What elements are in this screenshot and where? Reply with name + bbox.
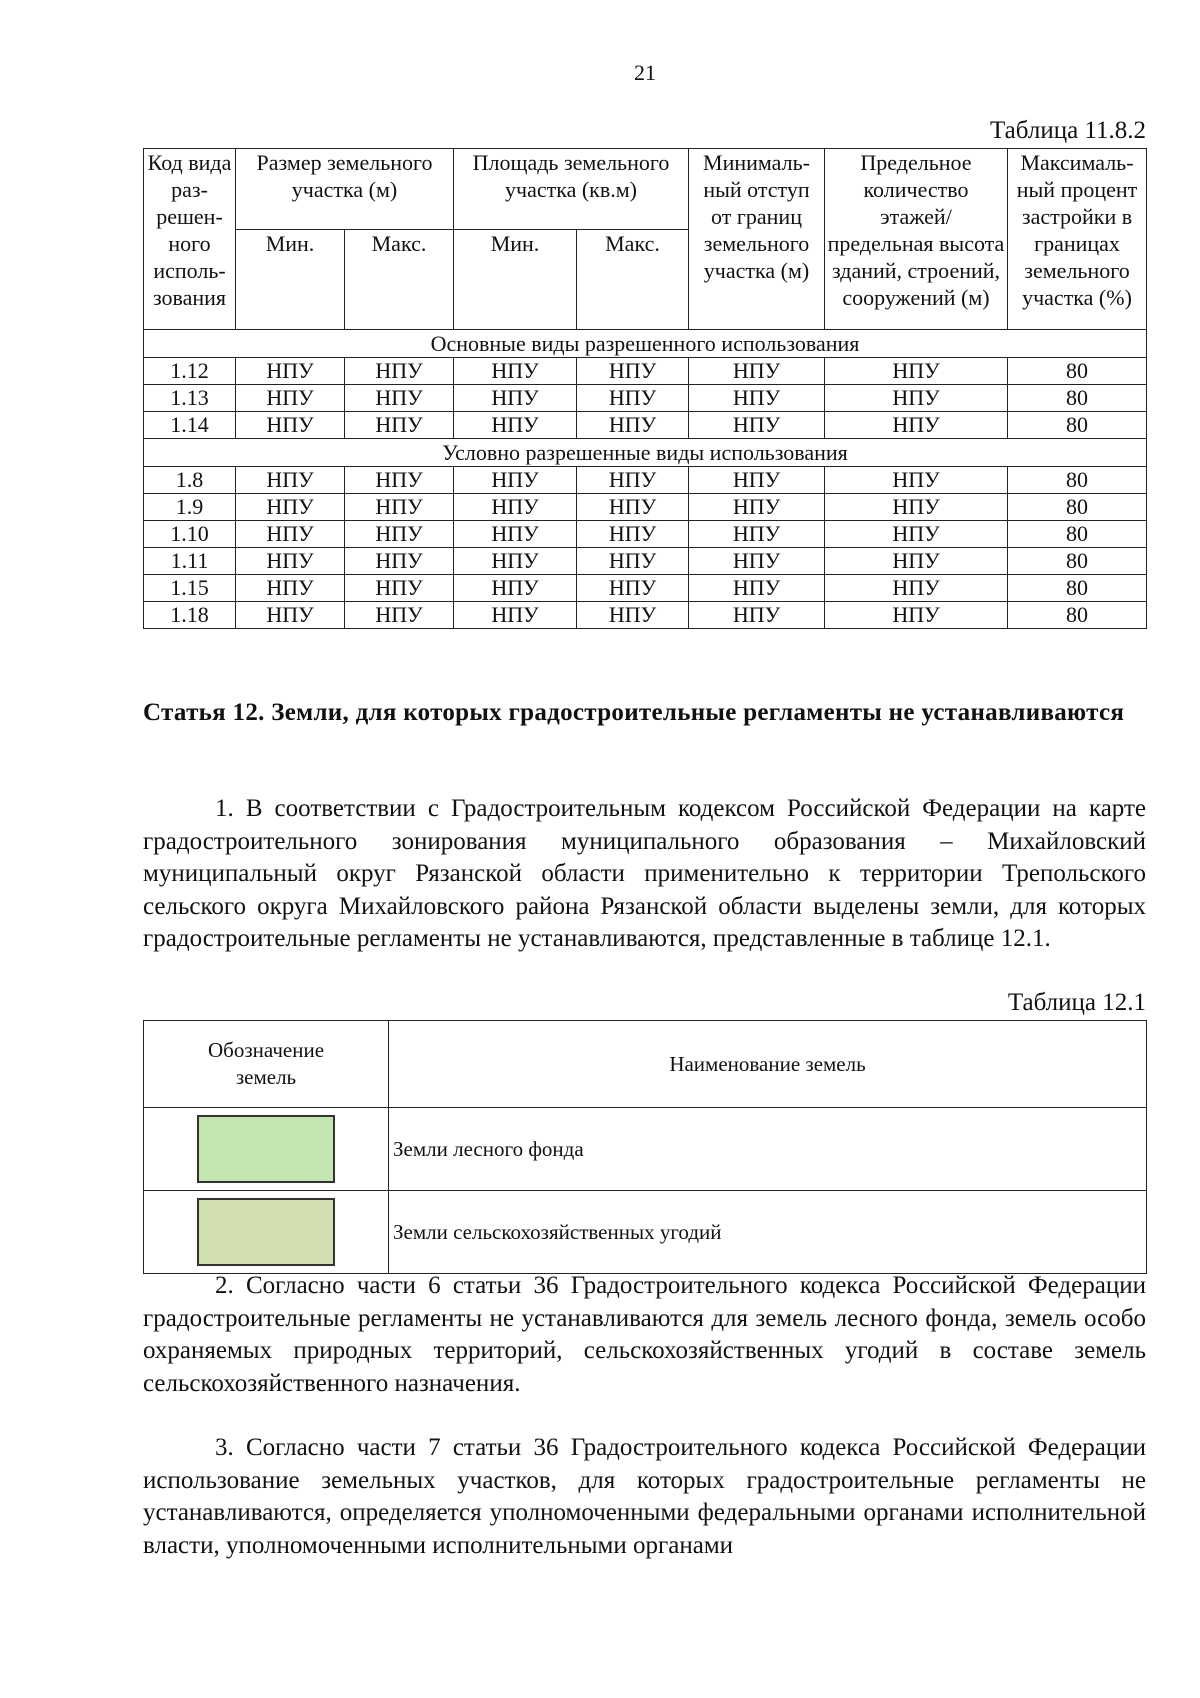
row-value-cell: НПУ bbox=[577, 575, 689, 602]
paragraph-1: 1. В соответствии с Градостроительным кодексом Российской Федерации на карте градостроительного зонирования муниципального образования – Михайловский муниципальный округ Рязанской области применительно к территории Трепольского сельского округа Михайловского района Рязанской области выделены земли, для которых градостроительные регламенты не устанавливаются, представленные в таблице 12.1. bbox=[143, 795, 1146, 952]
row-value-cell: НПУ bbox=[825, 602, 1008, 629]
row-value-cell: НПУ bbox=[577, 358, 689, 385]
row-value-cell: 80 bbox=[1008, 575, 1147, 602]
header-setback: Минималь-ный отступ от границ земельного участка (м) bbox=[689, 149, 825, 330]
row-value-cell: 80 bbox=[1008, 385, 1147, 412]
table-row bbox=[144, 575, 1147, 602]
table-row bbox=[144, 385, 1147, 412]
row-value-cell: НПУ bbox=[236, 494, 345, 521]
section-row bbox=[144, 330, 1147, 358]
row-value-cell: НПУ bbox=[825, 358, 1008, 385]
row-value-cell: НПУ bbox=[689, 602, 825, 629]
header-land-symbol: Обозначение земель bbox=[144, 1021, 389, 1108]
row-value-cell: НПУ bbox=[825, 467, 1008, 494]
row-value-cell: НПУ bbox=[345, 467, 454, 494]
row-value-cell: НПУ bbox=[577, 494, 689, 521]
row-value-cell: НПУ bbox=[825, 575, 1008, 602]
row-code-cell: 1.18 bbox=[144, 602, 236, 629]
row-value-cell: НПУ bbox=[825, 521, 1008, 548]
row-value-cell: НПУ bbox=[689, 575, 825, 602]
agricultural-land-swatch bbox=[197, 1198, 335, 1266]
row-value-cell: НПУ bbox=[345, 521, 454, 548]
header-plot-area: Площадь земельного участка (кв.м) bbox=[454, 149, 689, 230]
page-number: 21 bbox=[634, 60, 656, 85]
row-value-cell: НПУ bbox=[236, 575, 345, 602]
row-value-cell: НПУ bbox=[345, 494, 454, 521]
table-11-8-2-caption: Таблица 11.8.2 bbox=[990, 117, 1146, 144]
header-floors: Предельное количество этажей/ предельная высота зданий, строений, сооружений (м) bbox=[825, 149, 1008, 330]
row-code-cell: 1.12 bbox=[144, 358, 236, 385]
row-value-cell: НПУ bbox=[577, 412, 689, 439]
article-12-heading: Статья 12. Земли, для которых градостроительные регламенты не устанавливаются bbox=[143, 699, 1125, 726]
header-coverage: Максималь-ный процент застройки в границах земельного участка (%) bbox=[1008, 149, 1147, 330]
table-row bbox=[144, 358, 1147, 385]
table-12-1 bbox=[143, 1020, 1147, 1274]
row-value-cell: НПУ bbox=[454, 385, 577, 412]
paragraph-3: 3. Согласно части 7 статьи 36 Градостроительного кодекса Российской Федерации использование земельных участков, для которых градостроительные регламенты не устанавливаются, определяется уполномоченными федеральными органами исполнительной власти, уполномоченными исполнительными органами bbox=[143, 1434, 1146, 1559]
row-value-cell: 80 bbox=[1008, 602, 1147, 629]
row-value-cell: НПУ bbox=[577, 385, 689, 412]
row-value-cell: НПУ bbox=[454, 521, 577, 548]
row-value-cell: НПУ bbox=[689, 385, 825, 412]
row-value-cell: НПУ bbox=[689, 412, 825, 439]
row-value-cell: НПУ bbox=[689, 548, 825, 575]
row-value-cell: НПУ bbox=[345, 575, 454, 602]
section-row bbox=[144, 439, 1147, 467]
table-row bbox=[144, 548, 1147, 575]
row-value-cell: НПУ bbox=[454, 575, 577, 602]
row-value-cell: НПУ bbox=[454, 548, 577, 575]
table-row bbox=[144, 602, 1147, 629]
table-11-8-2 bbox=[143, 148, 1147, 629]
row-value-cell: 80 bbox=[1008, 494, 1147, 521]
row-value-cell: НПУ bbox=[577, 548, 689, 575]
table-row bbox=[144, 521, 1147, 548]
row-value-cell: НПУ bbox=[689, 521, 825, 548]
row-value-cell: НПУ bbox=[236, 385, 345, 412]
header-area-min: Мин. bbox=[454, 230, 577, 330]
land-row-forest bbox=[144, 1108, 1147, 1191]
row-value-cell: НПУ bbox=[236, 412, 345, 439]
row-value-cell: 80 bbox=[1008, 358, 1147, 385]
row-value-cell: НПУ bbox=[345, 548, 454, 575]
row-value-cell: НПУ bbox=[236, 358, 345, 385]
row-value-cell: НПУ bbox=[236, 521, 345, 548]
row-value-cell: НПУ bbox=[454, 358, 577, 385]
row-value-cell: НПУ bbox=[577, 521, 689, 548]
section-title: Основные виды разрешенного использования bbox=[144, 330, 1147, 358]
header-plot-size: Размер земельного участка (м) bbox=[236, 149, 454, 230]
row-code-cell: 1.15 bbox=[144, 575, 236, 602]
table-11-8-2-body bbox=[144, 330, 1147, 629]
header-size-max: Макс. bbox=[345, 230, 454, 330]
land-symbol-cell bbox=[144, 1108, 389, 1191]
row-value-cell: НПУ bbox=[345, 385, 454, 412]
row-value-cell: НПУ bbox=[236, 467, 345, 494]
row-value-cell: 80 bbox=[1008, 467, 1147, 494]
header-size-min: Мин. bbox=[236, 230, 345, 330]
land-name-agricultural: Земли сельскохозяйственных угодий bbox=[389, 1191, 1147, 1274]
row-value-cell: 80 bbox=[1008, 412, 1147, 439]
paragraph-2: 2. Согласно части 6 статьи 36 Градостроительного кодекса Российской Федерации градостроительные регламенты не устанавливаются для земель лесного фонда, земель особо охраняемых природных территорий, сельскохозяйственных угодий в составе земель сельскохозяйственного назначения. bbox=[143, 1272, 1146, 1397]
row-code-cell: 1.8 bbox=[144, 467, 236, 494]
row-value-cell: НПУ bbox=[825, 412, 1008, 439]
row-code-cell: 1.13 bbox=[144, 385, 236, 412]
row-value-cell: НПУ bbox=[577, 602, 689, 629]
table-12-1-caption: Таблица 12.1 bbox=[1007, 989, 1146, 1016]
table-row bbox=[144, 412, 1147, 439]
row-value-cell: НПУ bbox=[689, 358, 825, 385]
table-row bbox=[144, 467, 1147, 494]
row-value-cell: НПУ bbox=[825, 548, 1008, 575]
row-value-cell: НПУ bbox=[825, 385, 1008, 412]
forest-land-swatch bbox=[197, 1115, 335, 1183]
row-code-cell: 1.14 bbox=[144, 412, 236, 439]
row-value-cell: НПУ bbox=[345, 602, 454, 629]
row-value-cell: НПУ bbox=[454, 602, 577, 629]
row-value-cell: НПУ bbox=[689, 467, 825, 494]
table-row bbox=[144, 494, 1147, 521]
land-row-agricultural bbox=[144, 1191, 1147, 1274]
row-value-cell: НПУ bbox=[454, 494, 577, 521]
row-value-cell: НПУ bbox=[825, 494, 1008, 521]
row-code-cell: 1.10 bbox=[144, 521, 236, 548]
header-code: Код вида раз-решен-ного исполь-зования bbox=[144, 149, 236, 330]
row-value-cell: НПУ bbox=[345, 412, 454, 439]
row-code-cell: 1.11 bbox=[144, 548, 236, 575]
header-land-name: Наименование земель bbox=[389, 1021, 1147, 1108]
row-code-cell: 1.9 bbox=[144, 494, 236, 521]
land-symbol-cell bbox=[144, 1191, 389, 1274]
land-name-forest: Земли лесного фонда bbox=[389, 1108, 1147, 1191]
row-value-cell: НПУ bbox=[689, 494, 825, 521]
row-value-cell: НПУ bbox=[577, 467, 689, 494]
row-value-cell: НПУ bbox=[454, 467, 577, 494]
row-value-cell: 80 bbox=[1008, 521, 1147, 548]
row-value-cell: НПУ bbox=[345, 358, 454, 385]
row-value-cell: НПУ bbox=[454, 412, 577, 439]
row-value-cell: НПУ bbox=[236, 548, 345, 575]
section-title: Условно разрешенные виды использования bbox=[144, 439, 1147, 467]
header-area-max: Макс. bbox=[577, 230, 689, 330]
row-value-cell: НПУ bbox=[236, 602, 345, 629]
row-value-cell: 80 bbox=[1008, 548, 1147, 575]
